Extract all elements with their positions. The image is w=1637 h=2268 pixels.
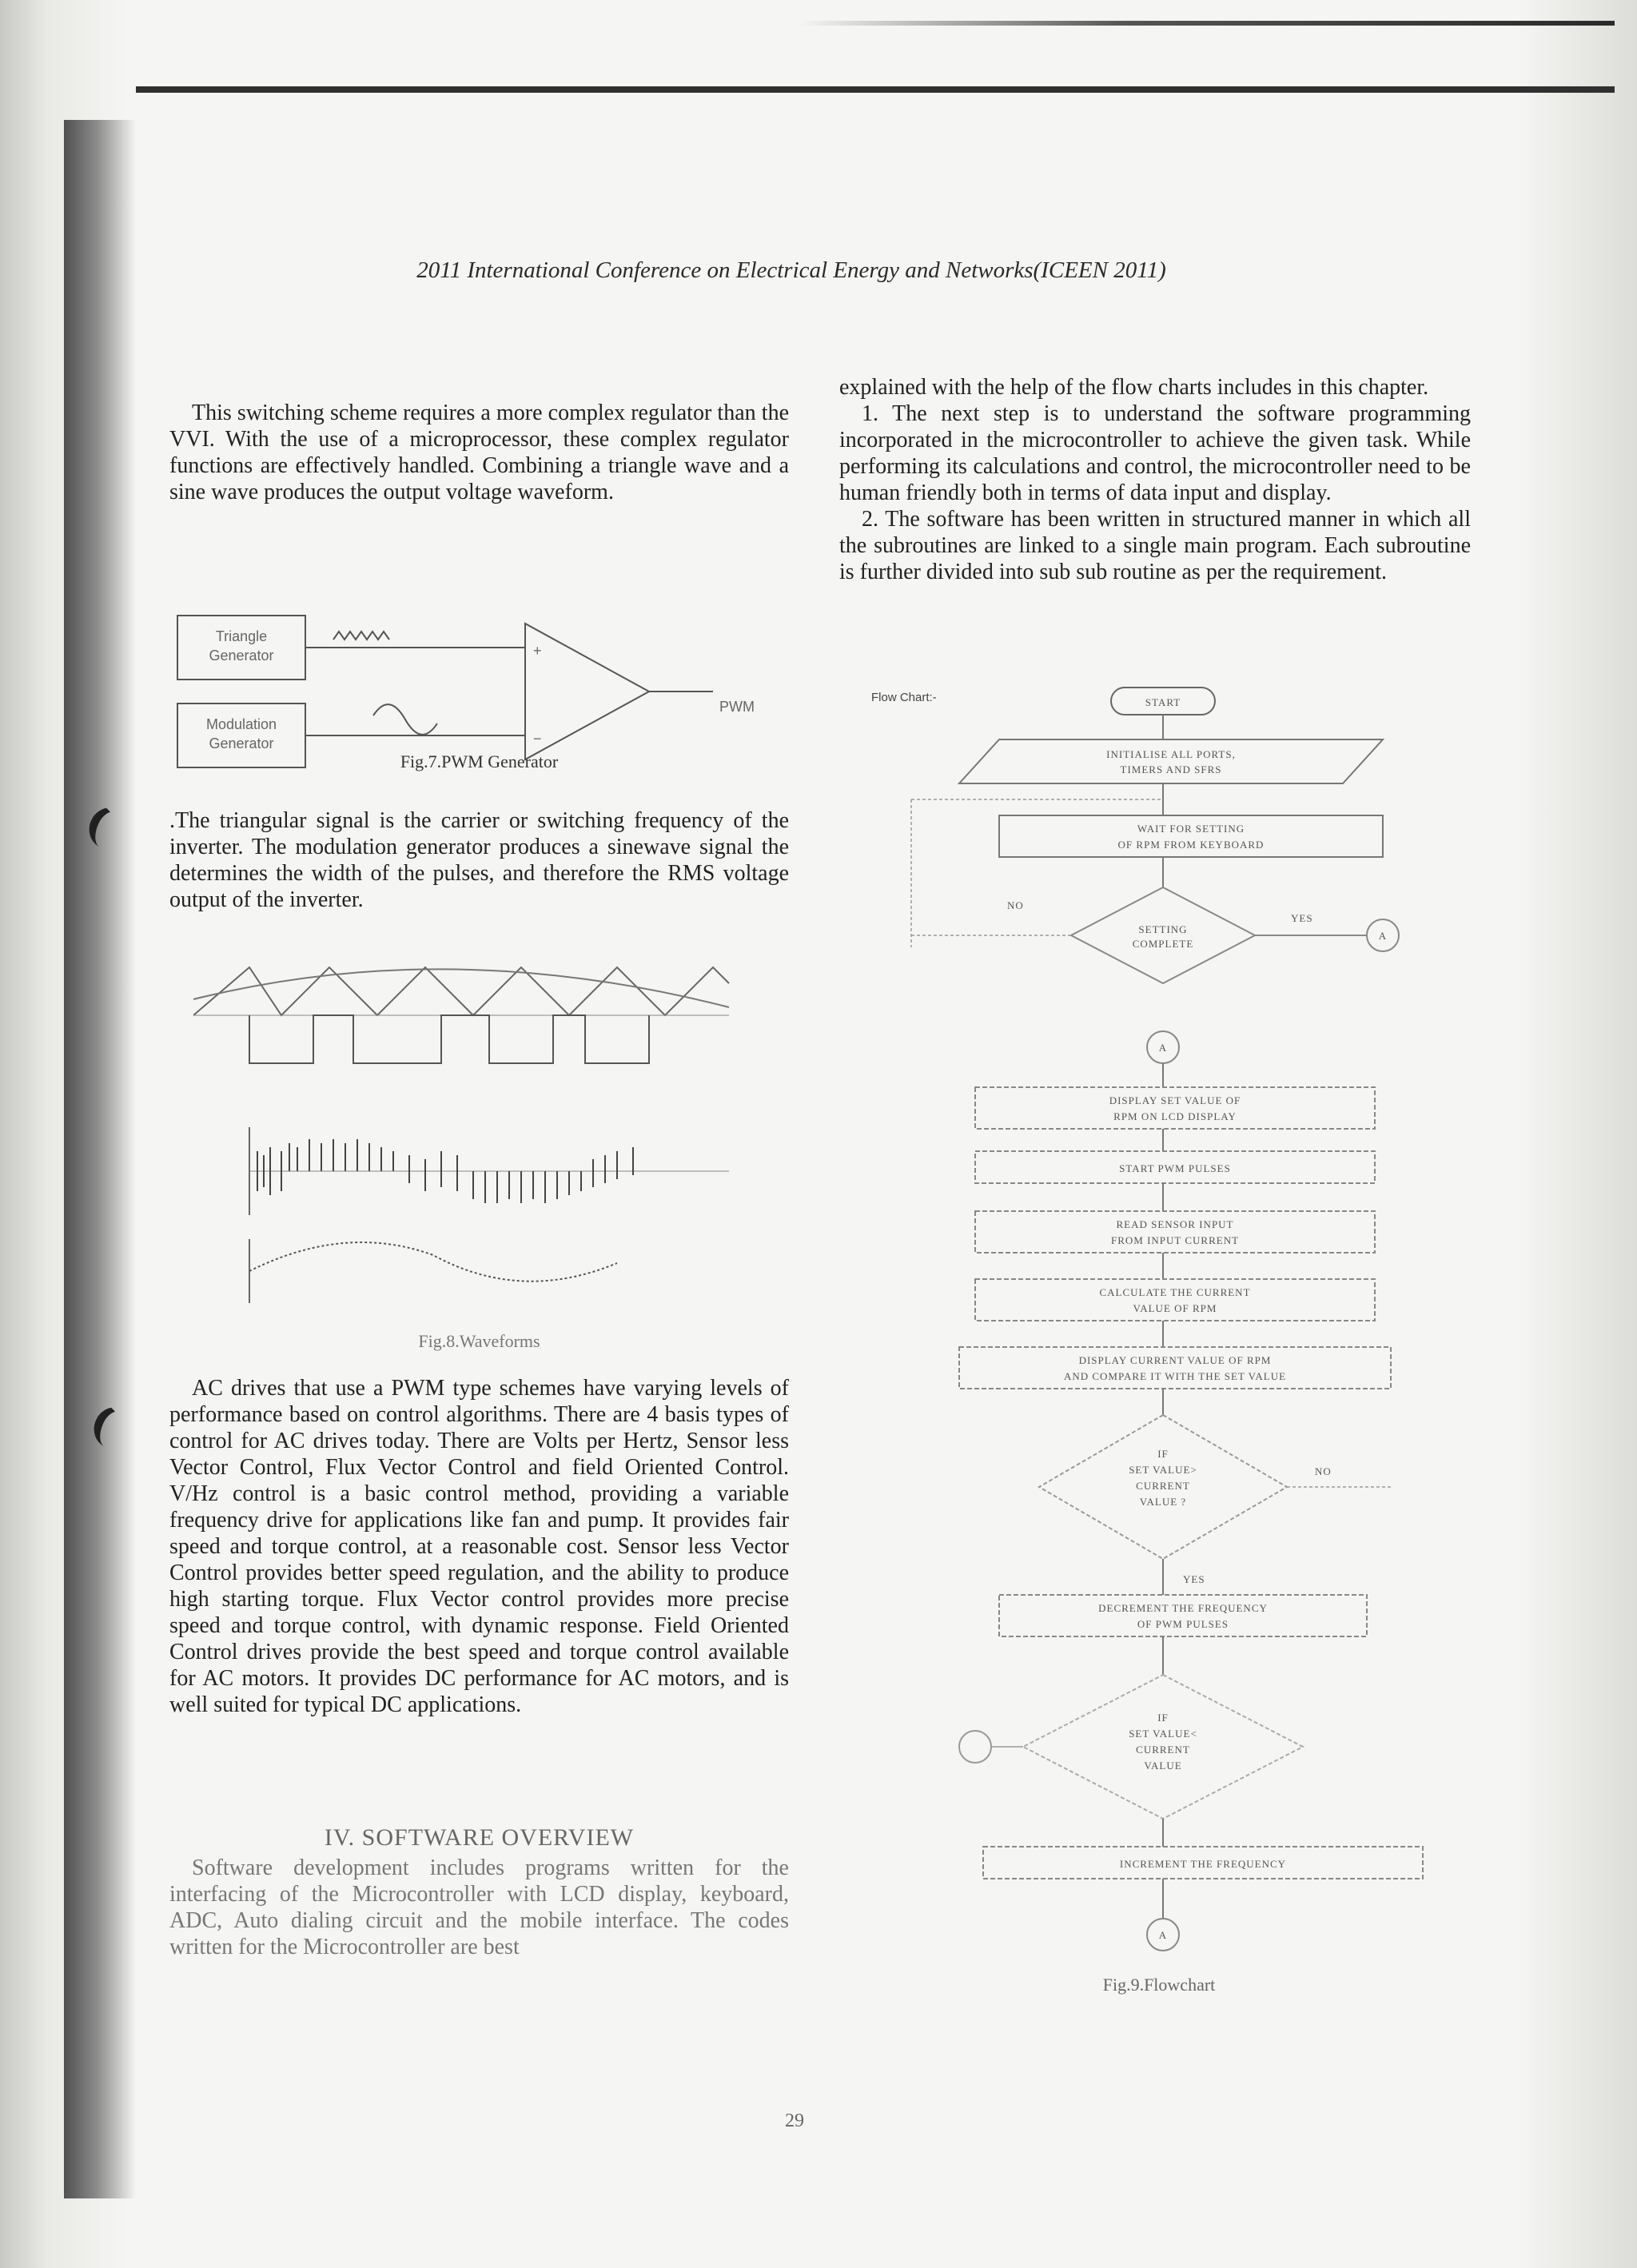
decision2-label-1: IF [1157,1448,1169,1460]
decision1-no-label: NO [1007,899,1024,911]
decision1-yes-label: YES [1291,912,1313,924]
fig8-caption: Fig.8.Waveforms [418,1331,540,1351]
decision1-label-1: SETTING [1138,923,1188,935]
wait-label-2: OF RPM FROM KEYBOARD [1117,839,1265,851]
right-para-1: explained with the help of the flow charts includes in this chapter. [839,375,1429,400]
decision2-label-3: CURRENT [1136,1480,1190,1492]
section-heading-software-overview: IV. SOFTWARE OVERVIEW [324,1824,635,1851]
current-sine-waveform [249,1242,617,1281]
left-para-2-wrap [169,807,789,913]
pwm-pulse-train [249,1015,649,1063]
read-label-2: FROM INPUT CURRENT [1110,1234,1240,1246]
sine-wave-symbol [373,704,437,735]
start-label: START [1145,696,1181,708]
read-label-1: READ SENSOR INPUT [1116,1218,1234,1230]
decrement-frequency-block [999,1595,1367,1636]
compare-label-2: AND COMPARE IT WITH THE SET VALUE [1063,1370,1287,1382]
display-set-value-block [975,1087,1375,1129]
modulation-generator-label-2: Generator [209,735,274,751]
wait-label-1: WAIT FOR SETTING [1137,823,1245,835]
decision3-label-2: SET VALUE< [1129,1728,1197,1740]
read-sensor-block [975,1211,1375,1253]
setting-complete-decision [1071,887,1255,983]
connector-a-left [959,1731,991,1763]
pwm-output-label: PWM [719,699,755,715]
decision3-label-3: CURRENT [1136,1744,1190,1756]
scan-top-border [136,86,1615,93]
triangle-generator-label-1: Triangle [215,628,268,644]
decision2-no-label: NO [1315,1465,1332,1477]
triangle-generator-label-2: Generator [209,648,274,664]
right-column [839,374,1471,585]
increment-label: INCREMENT THE FREQUENCY [1119,1858,1287,1870]
initialise-io-block [959,739,1383,783]
carrier-triangle-wave [193,967,729,1015]
right-para-2: 1. The next step is to understand the software programming incorporated in the microcontroller to achieve the given task. While performing its calculations and control, the microcontroller need to be human friendly both in terms of data input and display. [839,401,1471,505]
left-para-2: .The triangular signal is the carrier or switching frequency of the inverter. The modulation generator produces a sinewave signal the determines the width of the pulses, and therefore the RMS voltage output of the inverter. [169,808,789,912]
reference-sine-wave [193,969,729,1007]
scan-left-edge [64,120,136,2198]
display-label-1: DISPLAY SET VALUE OF [1109,1094,1241,1106]
start-pwm-label: START PWM PULSES [1119,1162,1231,1174]
connector-a-in-label: A [1158,1042,1168,1054]
fig9-caption: Fig.9.Flowchart [1102,1975,1216,1995]
connector-a-out-label: A [1378,930,1388,942]
triangle-wave-symbol [333,632,389,640]
left-para-3-wrap [169,1375,789,1718]
running-header: 2011 International Conference on Electrical Energy and Networks(ICEEN 2011) [416,257,1166,283]
calculate-rpm-block [975,1279,1375,1321]
fig9-flowchart-diagram [839,684,1471,1995]
left-para-4-wrap [169,1855,789,1960]
left-para-3: AC drives that use a PWM type schemes have varying levels of performance based on control algorithms. There are 4 basis types of control for AC drives today. There are Volts per Hertz, Sensor less Vector Control, Flux Vector Control and field Oriented Control. V/Hz control is a basic control method, providing a variable frequency drive for applications like fan and pump. It provides fair speed and torque control, at a reasonable cost. Sensor less Vector Control provides better speed regulation, and the ability to produce high starting torque. Flux Vector control provides more precise speed and torque control, with dynamic response. Field Oriented Control drives provide the best speed and torque control available for AC motors. It provides DC performance for AC motors, and is well suited for typical DC applications. [169,1376,789,1717]
page-number: 29 [785,2111,804,2131]
left-column [169,400,789,505]
decision2-label-2: SET VALUE> [1129,1464,1197,1476]
decision2-yes-label: YES [1183,1573,1205,1585]
compare-label-1: DISPLAY CURRENT VALUE OF RPM [1078,1354,1272,1366]
fig7-caption: Fig.7.PWM Generator [400,751,559,771]
display-label-2: RPM ON LCD DISPLAY [1113,1110,1237,1122]
initialise-label-2: TIMERS AND SFRS [1120,763,1222,775]
right-para-3: 2. The software has been written in structured manner in which all the subroutines are linked to a single main program. Each subroutine is further divided into sub sub routine as per the requirement. [839,507,1471,584]
calc-label-2: VALUE OF RPM [1133,1302,1217,1314]
left-para-1: This switching scheme requires a more complex regulator than the VVI. With the use of a microprocessor, these complex regulator functions are effectively handled. Combining a triangle wave and a sine wave produces the output voltage waveform. [169,401,789,504]
calc-label-1: CALCULATE THE CURRENT [1099,1286,1251,1298]
decision1-label-2: COMPLETE [1132,938,1194,950]
comparator-minus: − [533,731,542,747]
comparator-triangle [525,624,649,759]
decrement-label-2: OF PWM PULSES [1137,1618,1229,1630]
comparator-plus: + [533,643,542,659]
scan-top-strip [799,21,1615,26]
modulation-generator-label-1: Modulation [205,716,277,732]
decision3-label-4: VALUE [1144,1760,1182,1772]
flowchart-label: Flow Chart:- [871,691,937,704]
decrement-label-1: DECREMENT THE FREQUENCY [1098,1602,1268,1614]
decision3-label-1: IF [1157,1712,1169,1724]
display-compare-block [959,1347,1391,1389]
wait-for-setting-block [999,815,1383,857]
initialise-label-1: INITIALISE ALL PORTS, [1106,748,1236,760]
connector-a-end-label: A [1158,1929,1168,1941]
decision2-label-4: VALUE ? [1139,1496,1187,1508]
left-para-4: Software development includes programs written for the interfacing of the Microcontroller with LCD display, keyboard, ADC, Auto dialing circuit and the mobile interface. The codes written for the Microcontroller are best [169,1855,789,1959]
fig8-waveforms-diagram [169,951,793,1327]
